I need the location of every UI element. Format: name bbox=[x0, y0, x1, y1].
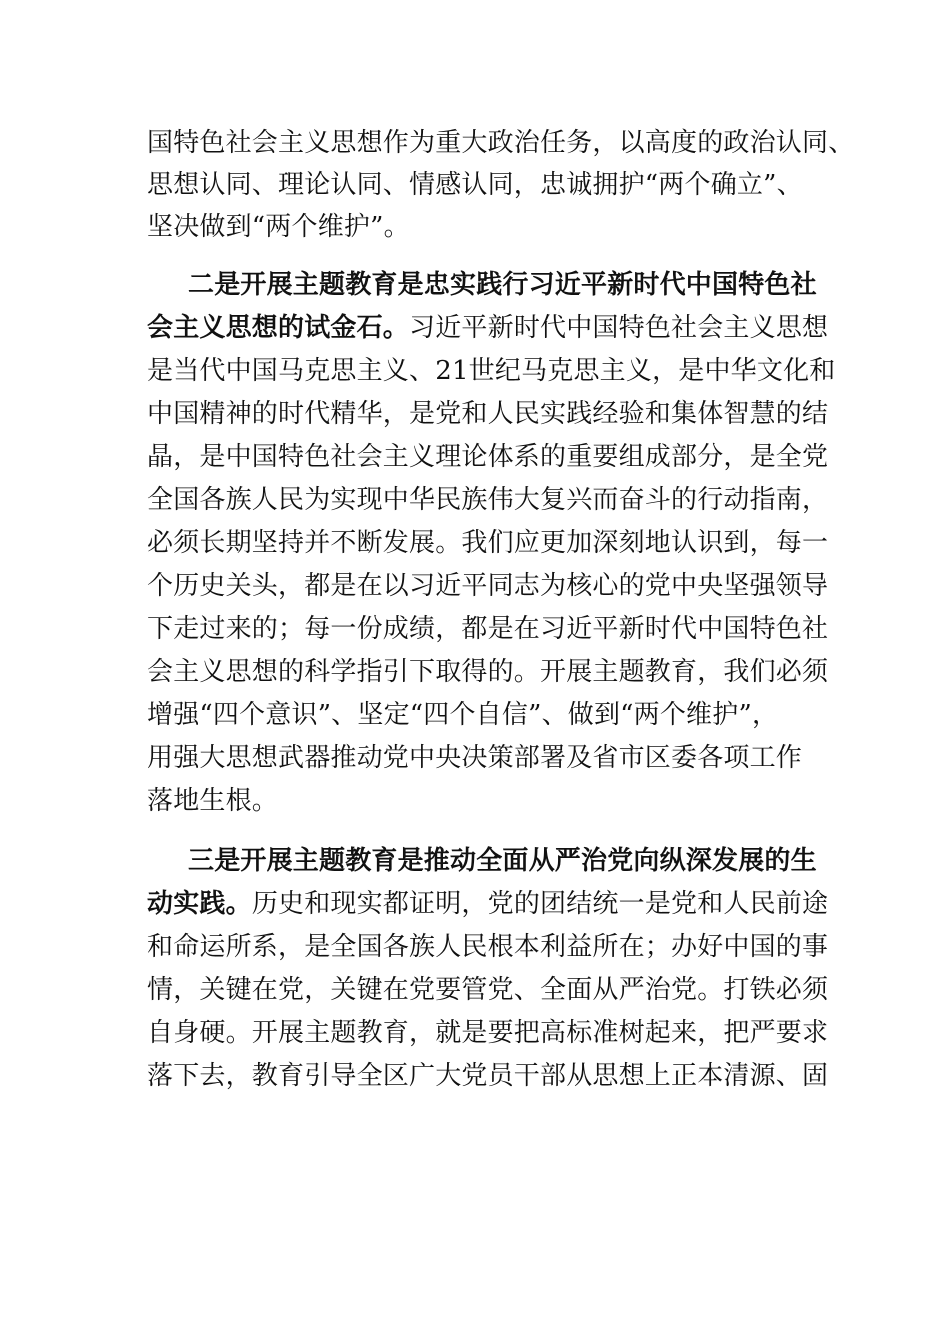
paragraph-2-line-4: 中国精神的时代精华，是党和人民实践经验和集体智慧的结 bbox=[147, 399, 829, 429]
paragraph-2-line-13: 落地生根。 bbox=[147, 786, 279, 816]
paragraph-2-line-10: 会主义思想的科学指引下取得的。开展主题教育，我们必须 bbox=[147, 657, 829, 687]
paragraph-3-line-6: 落下去，教育引导全区广大党员干部从思想上正本清源、固 bbox=[147, 1061, 829, 1091]
paragraph-1-line-2: 思想认同、理论认同、情感认同，忠诚拥护“两个确立”、 bbox=[147, 170, 803, 200]
paragraph-2-heading-line-2: 会主义思想的试金石。 bbox=[147, 313, 410, 343]
paragraph-2-line-2 bbox=[147, 313, 828, 343]
paragraph-1-line-1: 国特色社会主义思想作为重大政治任务，以高度的政治认同、 bbox=[147, 128, 855, 158]
paragraph-1-line-3: 坚决做到“两个维护”。 bbox=[147, 212, 410, 242]
paragraph-3-heading-line-1: 三是开展主题教育是推动全面从严治党向纵深发展的生 bbox=[188, 846, 817, 876]
paragraph-2-line-2-text: 习近平新时代中国特色社会主义思想 bbox=[409, 313, 829, 343]
paragraph-2-line-8: 个历史关头，都是在以习近平同志为核心的党中央坚强领导 bbox=[147, 571, 829, 601]
paragraph-2-heading-line-1: 二是开展主题教育是忠实践行习近平新时代中国特色社 bbox=[188, 270, 817, 300]
paragraph-3-line-3: 和命运所系，是全国各族人民根本利益所在；办好中国的事 bbox=[147, 932, 829, 962]
paragraph-3-heading-line-2: 动实践。 bbox=[147, 889, 252, 919]
paragraph-3-line-5: 自身硬。开展主题教育，就是要把高标准树起来，把严要求 bbox=[147, 1018, 829, 1048]
paragraph-2-line-5: 晶，是中国特色社会主义理论体系的重要组成部分，是全党 bbox=[147, 442, 829, 472]
paragraph-2-line-3: 是当代中国马克思主义、21世纪马克思主义，是中华文化和 bbox=[147, 356, 836, 386]
paragraph-3-line-2 bbox=[147, 889, 828, 919]
paragraph-2-line-9: 下走过来的；每一份成绩，都是在习近平新时代中国特色社 bbox=[147, 614, 829, 644]
paragraph-2-line-6: 全国各族人民为实现中华民族伟大复兴而奋斗的行动指南， bbox=[147, 485, 829, 515]
paragraph-3-line-4: 情，关键在党，关键在党要管党、全面从严治党。打铁必须 bbox=[147, 975, 829, 1005]
paragraph-3-line-2-text: 历史和现实都证明，党的团结统一是党和人民前途 bbox=[251, 889, 829, 919]
paragraph-2-line-12: 用强大思想武器推动党中央决策部署及省市区委各项工作 bbox=[147, 743, 803, 773]
paragraph-2-line-11: 增强“四个意识”、坚定“四个自信”、做到“两个维护”， bbox=[147, 700, 779, 730]
paragraph-2-line-7: 必须长期坚持并不断发展。我们应更加深刻地认识到，每一 bbox=[147, 528, 829, 558]
